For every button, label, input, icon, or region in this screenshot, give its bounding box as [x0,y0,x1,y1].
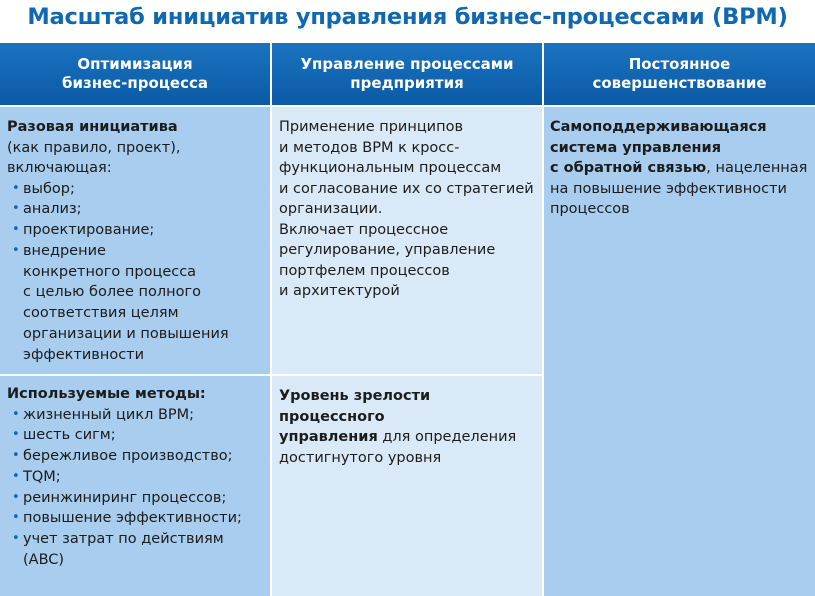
initiative-line: включающая: [7,160,112,176]
list-item: • выбор; [7,179,264,200]
improvement-line: Самоподдерживающаяся [550,119,767,135]
description-line: портфелем процессов [279,262,450,279]
header-line: бизнес-процесса [62,74,208,92]
header-line: Постоянное [628,55,731,73]
header-continuous-improvement [544,43,815,105]
description-line: и архитектурой [279,283,400,299]
item-line: организации и повышения [23,326,229,343]
initiative-heading: Разовая инициатива [7,119,178,135]
header-optimization [0,43,270,105]
initiative-list [7,179,264,366]
maturity-bold-part: управления [279,429,378,445]
description-line: и согласование их со стратегией [279,180,534,197]
item-line: соответствия целям [23,305,179,322]
maturity-line: Уровень зрелости процессного [279,388,431,425]
improvement-line [550,158,809,179]
list-item [7,241,264,366]
list-item: • шесть сигм; [7,425,264,446]
description-line: и методов BPM к кросс- [279,139,460,156]
description-line: функциональным процессам [279,160,502,176]
description-line: Применение принципов [279,119,464,135]
header-line: совершенствование [592,74,767,92]
header-line: Оптимизация [77,55,193,73]
maturity-line: достигнутого уровня [279,449,442,466]
item-line: конкретного процесса [23,263,197,280]
improvement-line: система управления [550,139,722,156]
page-title: Масштаб инициатив управления бизнес-процессами (BPM) [27,4,788,30]
cell-initiative [0,107,270,374]
cell-continuous-improvement [544,107,815,596]
item-line: эффективности [23,346,145,363]
item-line: • учет затрат по действиям [23,531,224,548]
item-line: • внедрение [23,242,106,259]
list-item: • проектирование; [7,220,264,241]
item-line: (ABC) [23,552,65,569]
maturity-normal-part: для определения [377,429,517,445]
improvement-normal-part: , нацеленная [706,160,808,176]
list-item: • анализ; [7,199,264,220]
cell-methods [0,376,270,596]
list-item: • жизненный цикл BPM; [7,405,264,426]
list-item: • бережливое производство; [7,446,264,467]
list-item: • TQM; [7,467,264,488]
description-line: Включает процессное [279,221,449,238]
improvement-bold-part: с обратной связью [550,160,707,176]
description-line: организации. [279,201,383,217]
list-item: • реинжиниринг процессов; [7,488,264,509]
cell-maturity-level [272,376,542,596]
improvement-line: на повышение эффективности [550,180,787,197]
header-line: Управление процессами [300,55,514,73]
description-line: регулирование, управление [279,242,496,258]
initiative-line: (как правило, проект), [7,139,181,156]
item-line: с целью более полного [23,284,201,301]
methods-list [7,405,264,571]
header-enterprise-management [272,43,542,105]
header-line: предприятия [350,74,464,92]
list-item [7,529,264,571]
improvement-line: процессов [550,201,630,217]
cell-enterprise-description [272,107,542,374]
list-item: • повышение эффективности; [7,508,264,529]
methods-heading: Используемые методы: [7,386,206,402]
maturity-line [279,427,536,448]
